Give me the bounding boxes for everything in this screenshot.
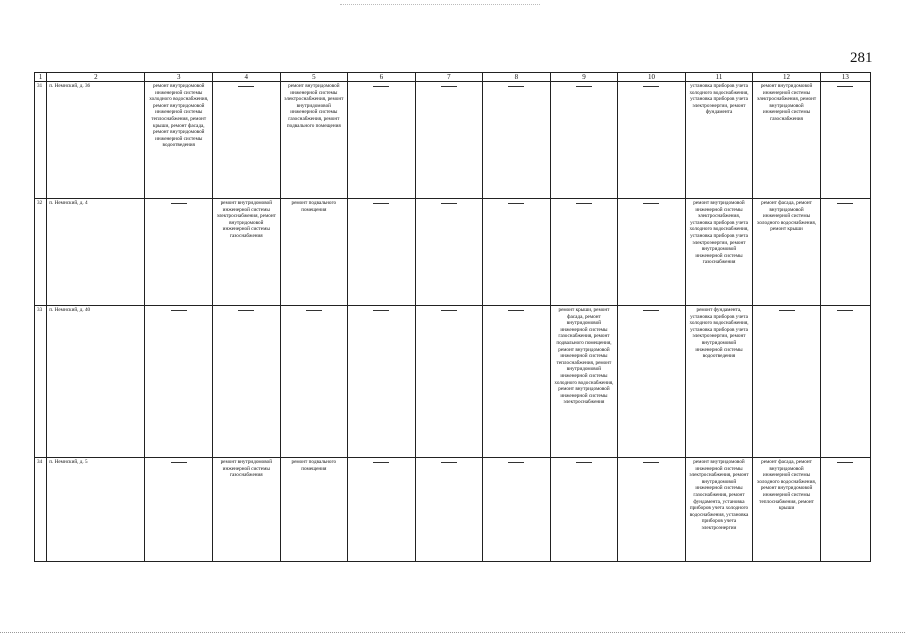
dash-mark — [643, 310, 659, 311]
empty-cell — [618, 458, 686, 562]
empty-cell — [348, 82, 416, 199]
column-header: 4 — [213, 73, 281, 82]
empty-cell — [483, 199, 551, 306]
address-cell: п. Немнский, д. 36 — [47, 82, 145, 199]
dash-mark — [837, 310, 853, 311]
dash-mark — [171, 462, 187, 463]
work-list-cell: ремонт внутридомовой инженерной системы холодного водоснабжения, ремонт внутридомовой инженерной системы теплоснабжения, ремонт крыши, ремонт фасада, ремонт внутридомовой инженерной системы водоотведения — [145, 82, 213, 199]
dash-mark — [576, 462, 592, 463]
work-list-cell: ремонт крыши, ремонт фасада, ремонт внутридомовой инженерной системы газоснабжения, ремонт подвального помещения, ремонт внутридомовой инженерной системы теплоснабжения, ремонт внутридомовой инженерной системы холодного водоснабжения, ремонт внутридомовой инженерной системы электроснабжения — [550, 306, 618, 458]
empty-cell — [145, 199, 213, 306]
column-header: 11 — [685, 73, 753, 82]
empty-cell — [213, 306, 281, 458]
empty-cell — [145, 458, 213, 562]
empty-cell — [415, 458, 483, 562]
empty-cell — [280, 306, 348, 458]
empty-cell — [348, 458, 416, 562]
repair-schedule-table — [34, 72, 871, 562]
empty-cell — [820, 199, 870, 306]
row-number: 34 — [35, 458, 47, 562]
column-header: 9 — [550, 73, 618, 82]
dash-mark — [441, 203, 457, 204]
dash-mark — [373, 203, 389, 204]
column-header: 12 — [753, 73, 821, 82]
empty-cell — [483, 82, 551, 199]
dash-mark — [837, 462, 853, 463]
empty-cell — [145, 306, 213, 458]
column-header: 7 — [415, 73, 483, 82]
table-row — [35, 82, 871, 199]
work-list-cell: ремонт фасада, ремонт внутридомовой инженерной системы холодного водоснабжения, ремонт крыши — [753, 199, 821, 306]
dash-mark — [238, 86, 254, 87]
empty-cell — [820, 458, 870, 562]
empty-cell — [820, 306, 870, 458]
dash-mark — [779, 310, 795, 311]
empty-cell — [753, 306, 821, 458]
dash-mark — [576, 86, 592, 87]
dash-mark — [171, 203, 187, 204]
dash-mark — [508, 86, 524, 87]
empty-cell — [618, 306, 686, 458]
dash-mark — [837, 203, 853, 204]
dash-mark — [508, 462, 524, 463]
work-list-cell: ремонт фундамента, установка приборов учета холодного водоснабжения, установка приборов учета электроэнергии, ремонт внутридомовой инженерной системы водоотведения — [685, 306, 753, 458]
table-row — [35, 306, 871, 458]
work-list-cell: ремонт внутридомовой инженерной системы электроснабжения, установка приборов учета холодного водоснабжения, установка приборов учета электроэнергии, ремонт внутридомовой инженерной системы газоснабжения — [685, 199, 753, 306]
dash-mark — [643, 86, 659, 87]
column-header: 8 — [483, 73, 551, 82]
empty-cell — [348, 306, 416, 458]
empty-cell — [550, 458, 618, 562]
work-list-cell: ремонт внутридомовой инженерной системы электроснабжения, ремонт внутридомовой инженерной системы газоснабжения, ремонт подвального помещения — [280, 82, 348, 199]
dash-mark — [373, 462, 389, 463]
empty-cell — [415, 199, 483, 306]
dash-mark — [306, 310, 322, 311]
dash-mark — [171, 310, 187, 311]
column-header: 10 — [618, 73, 686, 82]
empty-cell — [618, 199, 686, 306]
empty-cell — [213, 82, 281, 199]
work-list-cell: ремонт внутридомовой инженерной системы электроснабжения, ремонт внутридомовой инженерной системы газоснабжения — [753, 82, 821, 199]
page-number: 281 — [850, 50, 873, 66]
dash-mark — [508, 310, 524, 311]
address-cell: п. Немнский, д. 40 — [47, 306, 145, 458]
dash-mark — [576, 203, 592, 204]
dash-mark — [441, 86, 457, 87]
work-list-cell: ремонт внутридомовой инженерной системы газоснабжения — [213, 458, 281, 562]
empty-cell — [415, 306, 483, 458]
table-row — [35, 458, 871, 562]
empty-cell — [415, 82, 483, 199]
dash-mark — [238, 310, 254, 311]
dash-mark — [643, 203, 659, 204]
empty-cell — [820, 82, 870, 199]
work-list-cell: ремонт подвального помещения — [280, 199, 348, 306]
column-header: 2 — [47, 73, 145, 82]
work-list-cell: установка приборов учета холодного водоснабжения, установка приборов учета электроэнергии, ремонт фундамента — [685, 82, 753, 199]
column-header: 6 — [348, 73, 416, 82]
scan-artifact-top — [340, 4, 540, 8]
column-header: 13 — [820, 73, 870, 82]
empty-cell — [483, 306, 551, 458]
dash-mark — [441, 462, 457, 463]
column-header: 5 — [280, 73, 348, 82]
work-list-cell: ремонт фасада, ремонт внутридомовой инженерной системы холодного водоснабжения, ремонт внутридомовой инженерной системы теплоснабжения, ремонт крыши — [753, 458, 821, 562]
empty-cell — [550, 199, 618, 306]
address-cell: п. Немнский, д. 5 — [47, 458, 145, 562]
table-header — [35, 73, 871, 82]
dash-mark — [837, 86, 853, 87]
row-number: 31 — [35, 82, 47, 199]
column-header: 3 — [145, 73, 213, 82]
empty-cell — [618, 82, 686, 199]
empty-cell — [348, 199, 416, 306]
dash-mark — [441, 310, 457, 311]
dash-mark — [508, 203, 524, 204]
dash-mark — [643, 462, 659, 463]
dash-mark — [373, 86, 389, 87]
work-list-cell: ремонт внутридомовой инженерной системы электроснабжения, ремонт внутридомовой инженерной системы газоснабжения — [213, 199, 281, 306]
dash-mark — [373, 310, 389, 311]
work-list-cell: ремонт внутридомовой инженерной системы электроснабжения, ремонт внутридомовой инженерной системы газоснабжения, ремонт фундамента, установка приборов учета холодного водоснабжения, установка приборов учета электроэнергии — [685, 458, 753, 562]
empty-cell — [483, 458, 551, 562]
column-header: 1 — [35, 73, 47, 82]
empty-cell — [550, 82, 618, 199]
row-number: 32 — [35, 199, 47, 306]
scan-artifact-bottom — [0, 632, 905, 636]
table-row — [35, 199, 871, 306]
address-cell: п. Немнский, д. 4 — [47, 199, 145, 306]
work-list-cell: ремонт подвального помещения — [280, 458, 348, 562]
row-number: 33 — [35, 306, 47, 458]
table-body — [35, 82, 871, 562]
